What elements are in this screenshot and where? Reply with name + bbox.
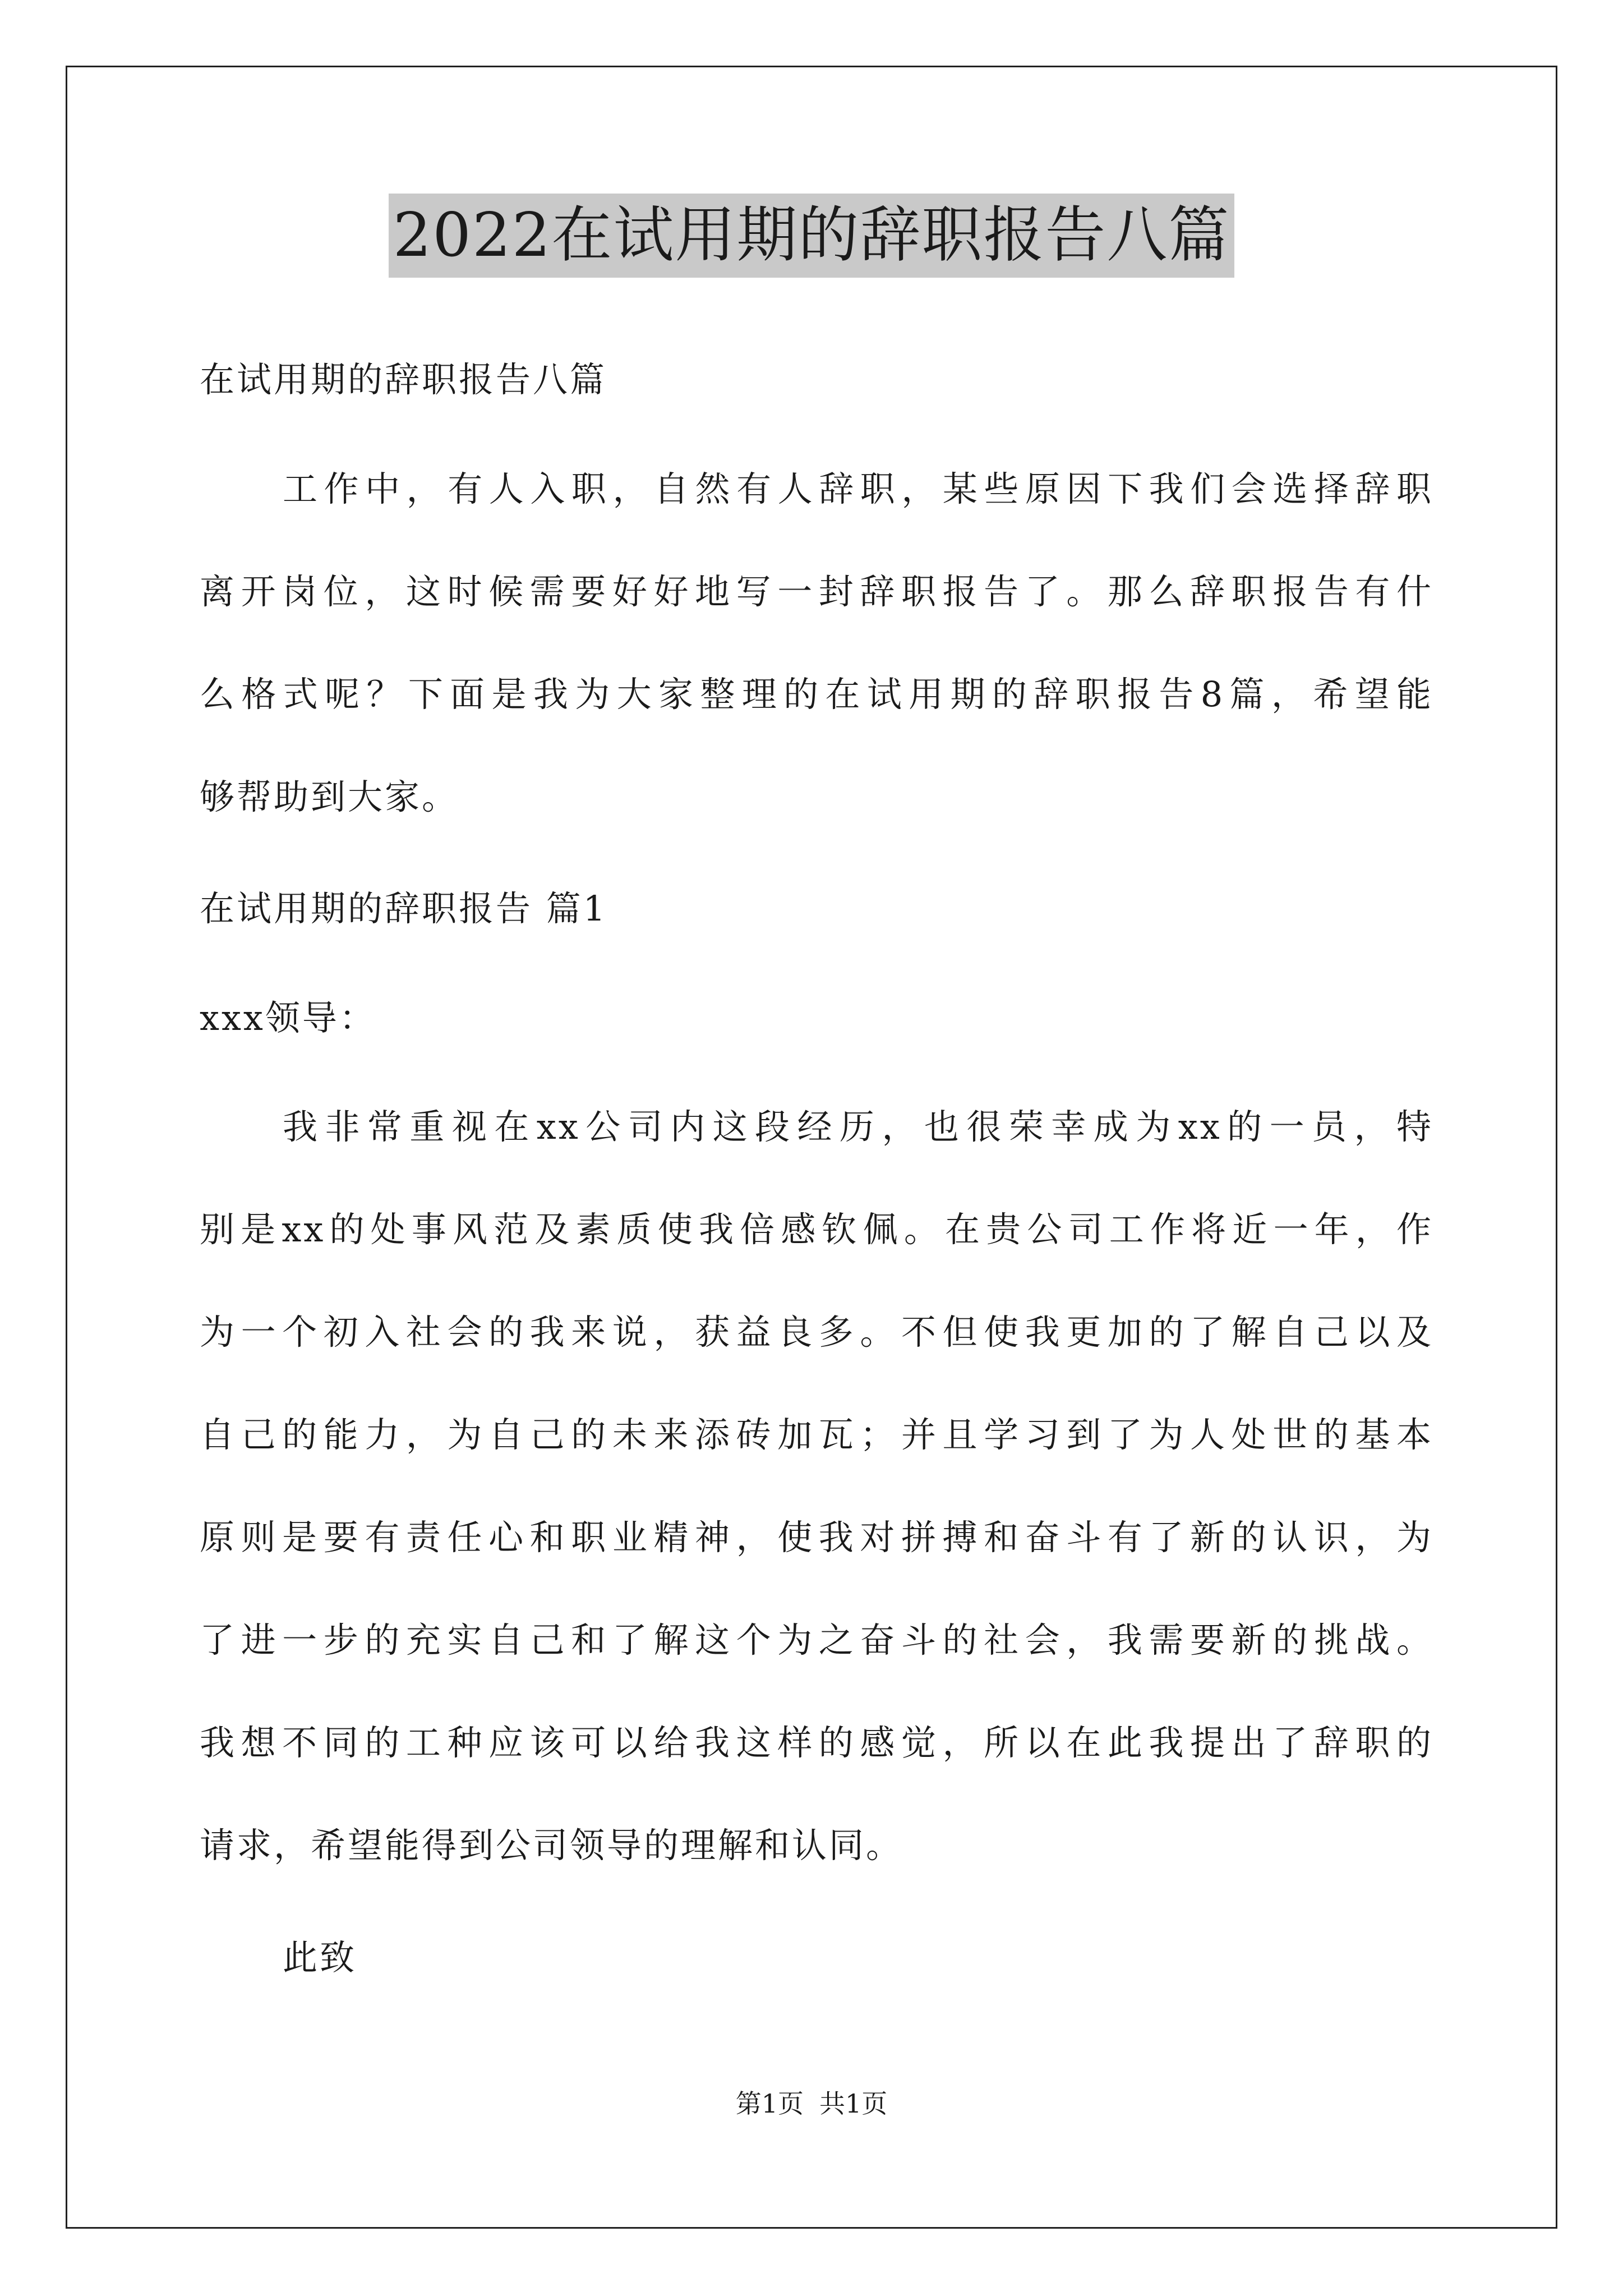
body-line-4: 自己的能力，为自己的未来添砖加瓦；并且学习到了为人处世的基本	[200, 1414, 1433, 1455]
body-line-2: 别是xx的处事风范及素质使我倍感钦佩。在贵公司工作将近一年，作	[200, 1209, 1433, 1250]
body-line-7: 我想不同的工种应该可以给我这样的感觉，所以在此我提出了辞职的	[200, 1722, 1433, 1763]
body-line-6: 了进一步的充实自己和了解这个为之奋斗的社会，我需要新的挑战。	[200, 1619, 1433, 1660]
page-number: 第1页	[735, 2088, 804, 2119]
section-heading: 在试用期的辞职报告 篇1	[200, 888, 608, 929]
intro-line-1: 工作中，有人入职，自然有人辞职，某些原因下我们会选择辞职	[283, 468, 1433, 509]
closing: 此致	[283, 1937, 357, 1978]
intro-line-4: 够帮助到大家。	[200, 776, 459, 817]
intro-line-2: 离开岗位，这时候需要好好地写一封辞职报告了。那么辞职报告有什	[200, 571, 1433, 612]
title-container	[0, 194, 1623, 278]
body-line-1: 我非常重视在xx公司内这段经历，也很荣幸成为xx的一员，特	[283, 1106, 1433, 1147]
salutation: xxx领导：	[200, 997, 376, 1038]
intro-line-3: 么格式呢？下面是我为大家整理的在试用期的辞职报告8篇，希望能	[200, 674, 1433, 715]
body-line-3: 为一个初入社会的我来说，获益良多。不但使我更加的了解自己以及	[200, 1312, 1433, 1352]
body-line-5: 原则是要有责任心和职业精神，使我对拼搏和奋斗有了新的认识，为	[200, 1517, 1433, 1558]
page-total: 共1页	[819, 2088, 888, 2119]
page-footer	[0, 2087, 1623, 2120]
document-subtitle: 在试用期的辞职报告八篇	[200, 359, 607, 400]
document-title: 2022在试用期的辞职报告八篇	[389, 194, 1235, 278]
body-line-8: 请求，希望能得到公司领导的理解和认同。	[200, 1825, 903, 1866]
